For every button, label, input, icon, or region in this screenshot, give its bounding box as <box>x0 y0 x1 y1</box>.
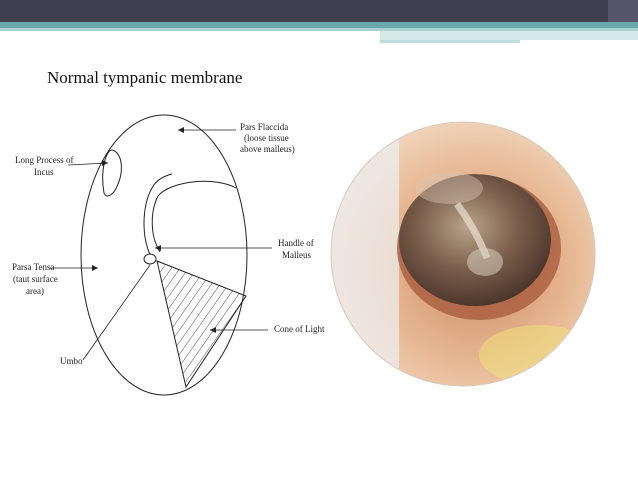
otoscopic-photo <box>329 120 597 388</box>
pars-flaccida-boundary <box>152 181 236 252</box>
label-umbo: Umbo <box>60 356 83 366</box>
label-cone-of-light: Cone of Light <box>274 324 325 334</box>
cone-of-light <box>157 261 246 387</box>
long-process-incus <box>103 150 122 196</box>
slide-accent-band-thin <box>380 40 520 43</box>
slide-accent-band <box>380 31 638 40</box>
umbo-marker <box>144 254 156 264</box>
slide-top-bar-corner <box>608 0 638 22</box>
label-pars-flaccida: Pars Flaccida (loose tissue above malleus) <box>240 122 295 154</box>
label-long-process-incus: Long Process of Incus <box>15 155 74 177</box>
slide-top-bar <box>0 0 638 22</box>
label-handle-malleus: Handle of Malleus <box>278 238 314 260</box>
slide-title: Normal tympanic membrane <box>47 68 243 87</box>
tympanic-membrane-diagram <box>0 100 330 400</box>
label-pars-tensa: Parsa Tensa (taut surface area) <box>12 262 58 296</box>
